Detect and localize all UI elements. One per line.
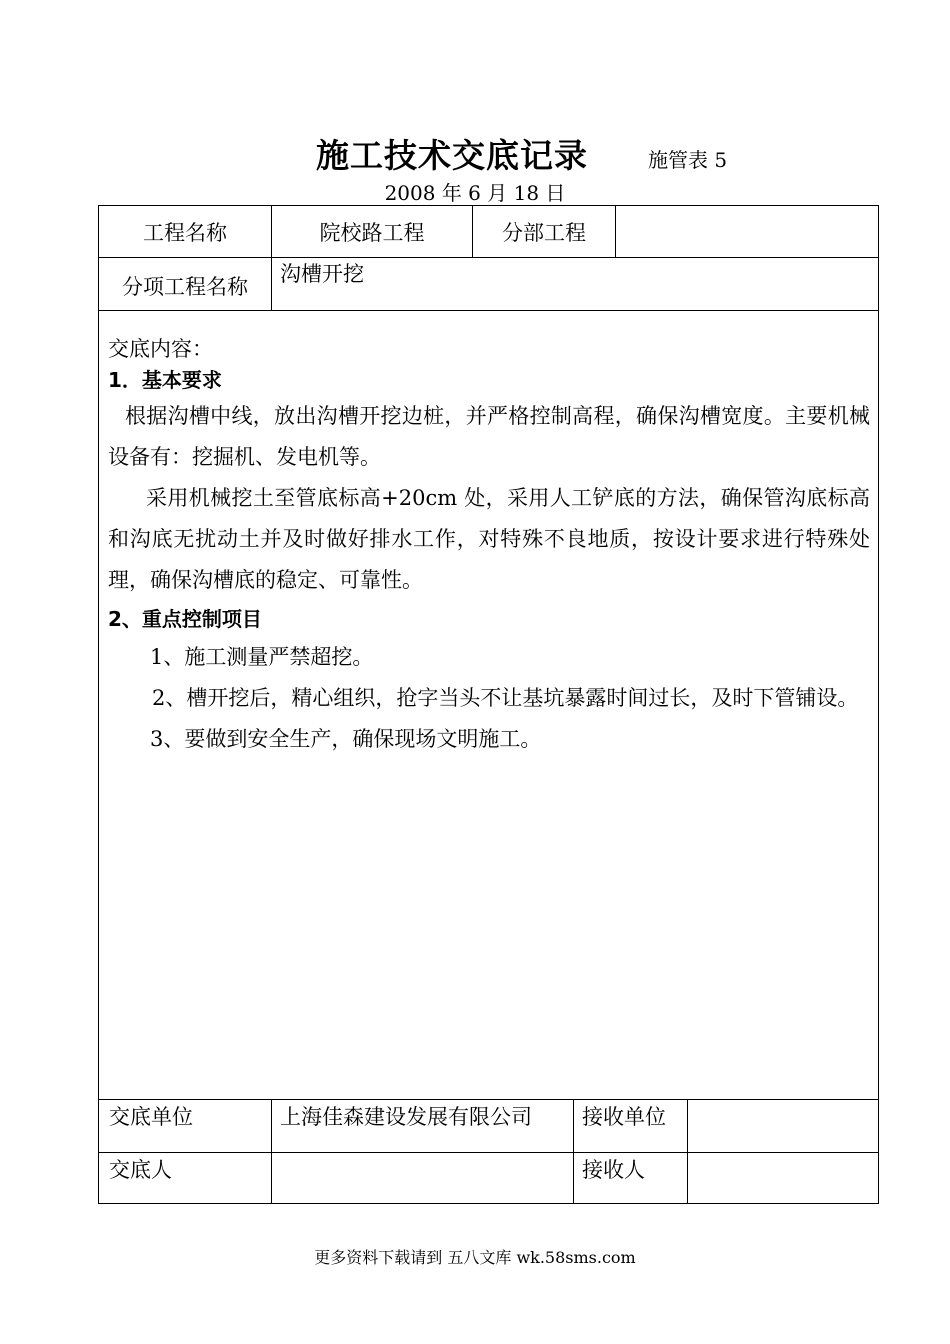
title-row xyxy=(0,130,950,176)
subitem-value: 沟槽开挖 xyxy=(280,262,364,286)
receiver-unit-label: 接收单位 xyxy=(582,1105,666,1129)
list-item: 2、槽开挖后，精心组织，抢字当头不让基坑暴露时间过长，及时下管铺设。 xyxy=(152,686,859,710)
row-divider xyxy=(99,257,878,258)
form-number: 施管表 5 xyxy=(648,148,728,172)
receiver-person-label: 接收人 xyxy=(582,1158,645,1182)
project-name-label: 工程名称 xyxy=(143,221,227,245)
issuer-person-label: 交底人 xyxy=(109,1158,172,1182)
col-divider xyxy=(271,1099,272,1203)
section-1-paragraph: 根据沟槽中线，放出沟槽开挖边桩，并严格控制高程，确保沟槽宽度。主要机械设备有：挖掘机、发电机等。 xyxy=(108,404,870,469)
subitem-label: 分项工程名称 xyxy=(122,275,248,299)
project-name-value: 院校路工程 xyxy=(319,221,425,245)
col-divider xyxy=(573,1099,574,1203)
issuer-unit-label: 交底单位 xyxy=(109,1105,193,1129)
row-divider xyxy=(99,1099,878,1100)
briefing-content xyxy=(108,334,870,760)
row-divider xyxy=(99,310,878,311)
list-item: 3、要做到安全生产，确保现场文明施工。 xyxy=(150,727,542,751)
section-2-heading: 2、重点控制项目 xyxy=(108,607,262,631)
record-date: 2008 年 6 月 18 日 xyxy=(384,181,566,205)
col-divider xyxy=(615,206,616,257)
section-1-paragraph: 采用机械挖土至管底标高+20cm 处，采用人工铲底的方法，确保管沟底标高和沟底无扰动土并及时做好排水工作，对特殊不良地质，按设计要求进行特殊处理，确保沟槽底的稳定、可靠性。 xyxy=(108,486,870,592)
footer-note: 更多资料下载请到 五八文库 wk.58sms.com xyxy=(314,1248,636,1267)
issuer-unit-value: 上海佳森建设发展有限公司 xyxy=(280,1105,532,1129)
division-label: 分部工程 xyxy=(502,221,586,245)
content-intro-label: 交底内容： xyxy=(108,337,213,361)
page-title: 施工技术交底记录 xyxy=(316,136,588,175)
section-1-heading: 1．基本要求 xyxy=(108,368,222,392)
col-divider xyxy=(687,1099,688,1203)
list-item: 1、施工测量严禁超挖。 xyxy=(150,645,374,669)
row-divider xyxy=(99,1152,878,1153)
